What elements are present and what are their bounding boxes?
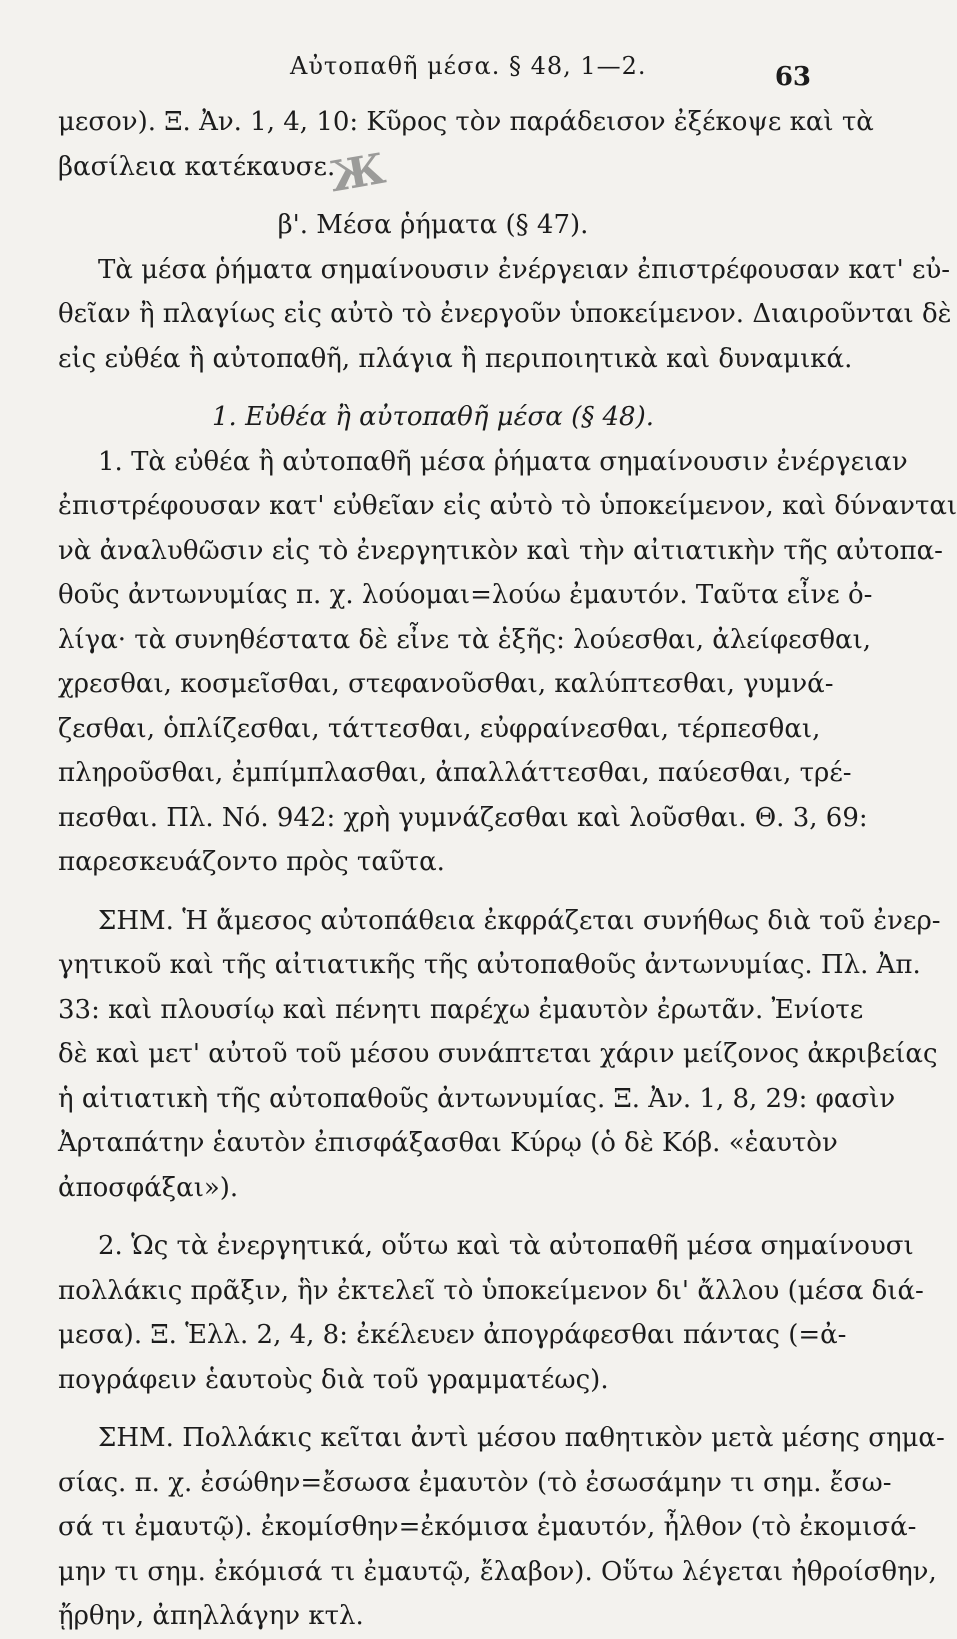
text-line: χρεσθαι, κοσμεῖσθαι, στεφανοῦσθαι, καλύπτεσθαι, γυμνά- [58, 669, 834, 699]
text-line: σίας. π. χ. ἐσώθην=ἔσωσα ἐμαυτὸν (τὸ ἐσωσάμην τι σημ. ἔσω- [58, 1467, 892, 1498]
ink-mark: Ж [326, 143, 389, 202]
text-line: πολλάκις πρᾶξιν, ἣν ἐκτελεῖ τὸ ὑποκείμενον δι' ἄλλου (μέσα διά- [58, 1275, 924, 1306]
text-line: 1. Τὰ εὐθέα ἢ αὐτοπαθῆ μέσα ῥήματα σημαίνουσιν ἐνέργειαν [98, 446, 908, 477]
text-line: ἐπιστρέφουσαν κατ' εὐθεῖαν εἰς αὐτὸ τὸ ὑποκείμενον, καὶ δύνανται [58, 491, 957, 521]
text-line: θοῦς ἀντωνυμίας π. χ. λούομαι=λούω ἐμαυτόν. Ταῦτα εἶνε ὀ- [58, 580, 873, 610]
text-line: βασίλεια κατέκαυσε. [58, 151, 336, 182]
body-text [58, 100, 957, 1639]
text-line: νὰ ἀναλυθῶσιν εἰς τὸ ἐνεργητικὸν καὶ τὴν αἰτιατικὴν τῆς αὐτοπα- [58, 535, 943, 566]
text-line: γητικοῦ καὶ τῆς αἰτιατικῆς τῆς αὐτοπαθοῦς ἀντωνυμίας. Πλ. Ἀπ. [58, 950, 921, 980]
text-line: πογράφειν ἑαυτοὺς διὰ τοῦ γραμματέως). [58, 1364, 609, 1395]
text-line: πληροῦσθαι, ἐμπίμπλασθαι, ἀπαλλάττεσθαι, παύεσθαι, τρέ- [58, 758, 852, 788]
text-line: ΣΗΜ. Πολλάκις κεῖται ἀντὶ μέσου παθητικὸν μετὰ μέσης σημα- [98, 1423, 945, 1453]
text-line: μην τι σημ. ἐκόμισά τι ἐμαυτῷ, ἔλαβον). Οὕτω λέγεται ἠθροίσθην, [58, 1556, 937, 1587]
text-line: 2. Ὡς τὰ ἐνεργητικά, οὕτω καὶ τὰ αὐτοπαθῆ μέσα σημαίνουσι [98, 1231, 914, 1261]
text-line: δὲ καὶ μετ' αὐτοῦ τοῦ μέσου συνάπτεται χάριν μείζονος ἀκριβείας [58, 1039, 938, 1069]
text-line: πεσθαι. Πλ. Νό. 942: χρὴ γυμνάζεσθαι καὶ λοῦσθαι. Θ. 3, 69: [58, 802, 868, 833]
text-line: ᾔρθην, ἀπηλλάγην κτλ. [58, 1601, 364, 1631]
text-line: 1. Εὐθέα ἢ αὐτοπαθῆ μέσα (§ 48). [212, 402, 654, 432]
text-line: λίγα· τὰ συνηθέστατα δὲ εἶνε τὰ ἑξῆς: λούεσθαι, ἀλείφεσθαι, [58, 624, 872, 655]
text-line: σά τι ἐμαυτῷ). ἐκομίσθην=ἐκόμισα ἐμαυτόν, ἦλθον (τὸ ἐκομισά- [58, 1512, 917, 1542]
text-line: θεῖαν ἢ πλαγίως εἰς αὐτὸ τὸ ἐνεργοῦν ὑποκείμενον. Διαιροῦνται δὲ [58, 299, 952, 329]
text-line: ἡ αἰτιατικὴ τῆς αὐτοπαθοῦς ἀντωνυμίας. Ξ. Ἀν. 1, 8, 29: φασὶν [58, 1083, 896, 1114]
running-head: Αὐτοπαθῆ μέσα. § 48, 1—2. [290, 52, 647, 80]
page-number: 63 [774, 62, 811, 92]
text-line: μεσον). Ξ. Ἀν. 1, 4, 10: Κῦρος τὸν παράδεισον ἐξέκοψε καὶ τὰ [58, 107, 874, 137]
text-line: 33: καὶ πλουσίῳ καὶ πένητι παρέχω ἐμαυτὸν ἐρωτᾶν. Ἐνίοτε [58, 994, 864, 1025]
paragraph-gap [58, 1210, 808, 1224]
paragraph-gap [58, 381, 808, 395]
text-line: Τὰ μέσα ῥήματα σημαίνουσιν ἐνέργειαν ἐπιστρέφουσαν κατ' εὐ- [98, 254, 951, 285]
paragraph-gap [58, 885, 808, 899]
text-line: μεσα). Ξ. Ἑλλ. 2, 4, 8: ἐκέλευεν ἀπογράφεσθαι πάντας (=ἀ- [58, 1320, 847, 1350]
paragraph-gap [58, 1402, 808, 1416]
text-line: ἀποσφάξαι»). [58, 1172, 239, 1203]
text-line: παρεσκευάζοντο πρὸς ταῦτα. [58, 847, 445, 877]
paragraph-gap [58, 189, 808, 203]
text-line: εἰς εὐθέα ἢ αὐτοπαθῆ, πλάγια ἢ περιποιητικὰ καὶ δυναμικά. [58, 343, 853, 374]
text-line: β'. Μέσα ῥήματα (§ 47). [277, 210, 589, 240]
text-line: Ἀρταπάτην ἑαυτὸν ἐπισφάξασθαι Κύρῳ (ὁ δὲ Κόβ. «ἑαυτὸν [58, 1128, 838, 1158]
text-line: ΣΗΜ. Ἡ ἄμεσος αὐτοπάθεια ἐκφράζεται συνήθως διὰ τοῦ ἐνερ- [98, 905, 941, 936]
page-header [0, 48, 911, 92]
text-line: ζεσθαι, ὁπλίζεσθαι, τάττεσθαι, εὐφραίνεσθαι, τέρπεσθαι, [58, 713, 821, 744]
